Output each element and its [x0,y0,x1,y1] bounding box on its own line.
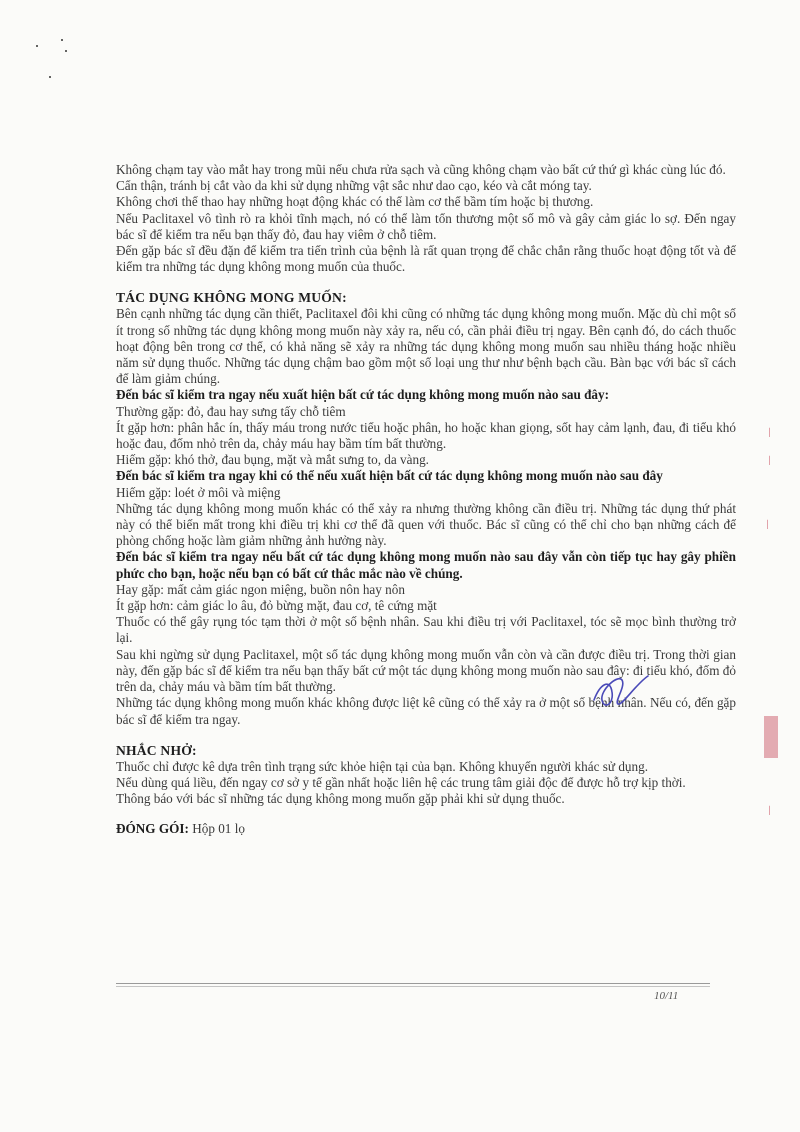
side-effects-group1-rare: Hiếm gặp: khó thở, đau bụng, mặt và mắt sưng to, da vàng. [116,452,429,468]
side-effects-group3-common: Hay gặp: mất cảm giác ngon miệng, buồn nôn hay nôn [116,581,405,597]
side-effects-group2-rare: Hiếm gặp: loét ở môi và miệng [116,484,281,500]
body-paragraph: Không chơi thể thao hay những hoạt động khác có thể làm cơ thể bầm tím hoặc bị thương. [116,194,594,210]
reminder-line: Nếu dùng quá liều, đến ngay cơ sở y tế gần nhất hoặc liên hệ các trung tâm giải độc để được hỗ trợ kịp thời. [116,774,686,790]
packaging-value: Hộp 01 lọ [192,821,245,837]
body-paragraph: Đến gặp bác sĩ đều đặn để kiểm tra tiến trình của bệnh là rất quan trọng để chắc chắn rằng thuốc hoạt động tốt và để kiểm tra những tác dụng không mong muốn của thuốc. [116,243,736,275]
side-effects-heading: TÁC DỤNG KHÔNG MONG MUỐN: [116,290,347,306]
reminder-line: Thông báo với bác sĩ những tác dụng không mong muốn gặp phải khi sử dụng thuốc. [116,791,565,807]
side-effects-group1-heading: Đến bác sĩ kiểm tra ngay nếu xuất hiện bất cứ tác dụng không mong muốn nào sau đây: [116,387,610,403]
side-effects-group3-hair: Thuốc có thể gây rụng tóc tạm thời ở một số bệnh nhân. Sau khi điều trị với Paclitaxel, tóc sẽ mọc bình thường trở lại. [116,614,736,646]
margin-stamp-mark: ∣ [768,806,771,817]
document-page [116,162,736,838]
reminder-heading: NHẮC NHỞ: [116,742,197,758]
margin-stamp-mark: ∣ [768,428,771,439]
side-effects-group2-heading: Đến bác sĩ kiểm tra ngay khi có thể nếu xuất hiện bất cứ tác dụng không mong muốn nào sau đây [116,468,663,484]
body-paragraph: Cẩn thận, tránh bị cắt vào da khi sử dụng những vật sắc như dao cạo, kéo và cắt móng tay. [116,178,592,194]
side-effects-intro: Bên cạnh những tác dụng cần thiết, Paclitaxel đôi khi cũng có những tác dụng không mong muốn. Mặc dù chỉ một số ít trong số những tác dụng không mong muốn này xảy ra, nếu có, cần phải điều trị ngay. Bên cạnh đó, do cách thuốc hoạt động bên trong cơ thể, có khả năng sẽ xảy ra những tác dụng không mong muốn sau nhiều tháng hoặc nhiều năm sử dụng thuốc. Những tác dụng chậm bao gồm một số loại ung thư như bệnh bạch cầu. Bàn bạc với bác sĩ cách để làm giảm chúng. [116,306,736,387]
side-effects-group2-text: Những tác dụng không mong muốn khác có thể xảy ra nhưng thường không cần điều trị. Những tác dụng thứ phát này có thể biến mất trong khi điều trị khi cơ thể đã quen với thuốc. Bác sĩ cũng có thể chỉ cho bạn những cách để phòng chống hoặc làm giảm những ảnh hưởng này. [116,500,736,549]
scan-speck [36,45,38,47]
reminder-line: Thuốc chỉ được kê dựa trên tình trạng sức khỏe hiện tại của bạn. Không khuyến người khác sử dụng. [116,758,648,774]
side-effects-group1-less-common: Ít gặp hơn: phân hắc ín, thấy máu trong nước tiểu hoặc phân, ho hoặc khan giọng, sốt hay cảm lạnh, đau, đi tiểu khó hoặc đau, đốm nhỏ trên da, chảy máu hay bầm tím bất thường. [116,419,736,452]
margin-stamp-mark [764,716,778,758]
handwritten-signature [588,670,658,716]
side-effects-group1-common: Thường gặp: đỏ, đau hay sưng tấy chỗ tiêm [116,403,346,419]
body-paragraph: Không chạm tay vào mắt hay trong mũi nếu chưa rửa sạch và cũng không chạm vào bất cứ thứ gì khác cùng lúc đó. [116,162,726,177]
page-number: 10/11 [654,990,679,1002]
packaging-label: ĐÓNG GÓI: [116,821,189,837]
scan-speck [61,39,63,41]
margin-stamp-mark: ∣ [768,456,771,467]
side-effects-after-stop: Sau khi ngừng sử dụng Paclitaxel, một số tác dụng không mong muốn vẫn còn và cần được điều trị. Trong thời gian này, đến gặp bác sĩ để kiểm tra nếu bạn thấy bất cứ một tác dụng không mong muốn nào sau đây: đi tiểu khó, đốm đỏ trên da, chảy máu và bầm tím bất thường. [116,646,736,695]
margin-stamp-mark: ∣ [766,520,769,531]
footer-rule [116,983,710,984]
scan-speck [49,76,51,78]
packaging-line [116,821,736,837]
side-effects-group3-less-common: Ít gặp hơn: cảm giác lo âu, đỏ bừng mặt, đau cơ, tê cứng mặt [116,598,437,614]
body-paragraph: Nếu Paclitaxel vô tình rò ra khỏi tĩnh mạch, nó có thể làm tổn thương một số mô và gây cảm giác lo sợ. Đến ngay bác sĩ để kiểm tra nếu bạn thấy đỏ, đau hay viêm ở chỗ tiêm. [116,210,736,242]
side-effects-group3-heading: Đến bác sĩ kiểm tra ngay nếu bất cứ tác dụng không mong muốn nào sau đây vẫn còn tiếp tục hay gây phiền phức cho bạn, hoặc nếu bạn có bất cứ thắc mắc nào về chúng. [116,549,736,581]
footer-rule [116,986,710,987]
side-effects-others: Những tác dụng không mong muốn khác không được liệt kê cũng có thể xảy ra ở một số bệnh nhân. Nếu có, đến gặp bác sĩ để kiểm tra ngay. [116,695,736,727]
scan-speck [65,50,67,52]
